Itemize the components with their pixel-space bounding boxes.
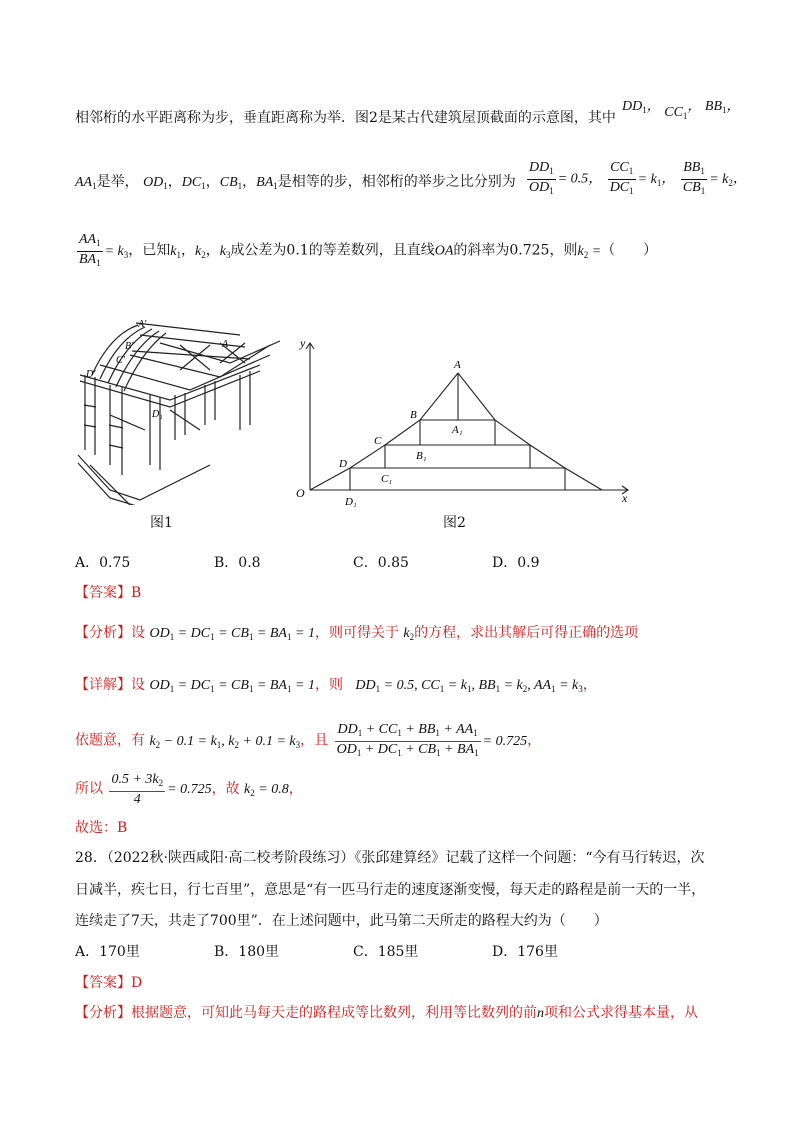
p28-option-c: C．185里 [353, 944, 419, 960]
p28-line2: 日减半，疾七日，行七百里”，意思是“有一匹马行走的速度逐渐变慢，每天走的路程是前一天的一半， [75, 882, 706, 898]
p27-analysis: 【分析】设 $OD_1 = DC_1 = CB_1 = BA_1 = 1$，则可得关于 $k_2$的方程，求出其解后可得正确的选项 [75, 625, 639, 642]
p27-option-a: A．0.75 [75, 555, 131, 571]
p28-option-b: B．180里 [214, 944, 280, 960]
p28-option-d: D．176里 [492, 944, 558, 960]
p27-option-c: C．0.85 [353, 555, 409, 571]
fig2-label-D: D [339, 458, 347, 470]
p27-answer: 【答案】B [75, 585, 142, 601]
fig1-label-B-prime: B' [125, 341, 134, 352]
p27-ratio-fractions: $\frac{DD_1}{OD_1}$ = 0.5， $\frac{CC_1}{DC_1}$ = $k_1$， $\frac{BB_1}{CB_1}$ = $k_2$， [529, 160, 747, 196]
fig2-label-C: C [374, 435, 382, 447]
fig2-label-D1: D₁ [345, 496, 357, 508]
p28-analysis: 【分析】根据题意，可知此马每天走的路程成等比数列，利用等比数列的前n项和公式求得基本量，从 [75, 1005, 698, 1021]
p28-line1: 28．（2022秋·陕西咸阳·高二校考阶段练习）《张邱建算经》记载了这样一个问题：“今有马行转迟，次 [75, 850, 705, 866]
p27-choice: 故选：B [75, 820, 128, 836]
fig1-label-A-prime: A' [138, 319, 147, 330]
fig2-label-A: A [454, 359, 461, 371]
p27-suoyi: 所以 $\frac{0.5 + 3k_2}{4}$ = 0.725，故 $k_2 = 0.8$， [75, 772, 303, 807]
p27-line2: $AA_1$是举， $OD_1$，$DC_1$，$CB_1$，$BA_1$是相等的步，相邻桁的举步之比分别为 [75, 174, 516, 191]
p28-line3: 连续走了7天，共走了700里”．在上述问题中，此马第二天所走的路程大约为（ ） [75, 913, 608, 929]
figure-1-caption: 图1 [150, 515, 173, 531]
p27-line3: $\frac{AA_1}{BA_1}$ = $k_3$，已知$k_1$，$k_2$，$k_3$成公差为0.1的等差数列，且直线OA的斜率为0.725，则$k_2$ =（ ） [79, 232, 658, 268]
p28-answer: 【答案】D [75, 975, 143, 991]
p27-option-b: B．0.8 [214, 555, 261, 571]
p27-line1-math: $DD_1$， $CC_1$， $BB_1$， [622, 99, 741, 121]
fig2-label-B: B [410, 409, 417, 421]
fig2-label-A1: A₁ [452, 424, 463, 436]
fig1-label-D-prime: D' [86, 369, 96, 380]
p27-option-d: D．0.9 [492, 555, 540, 571]
fig1-label-A: A [222, 339, 229, 350]
figure-1-roof-structure [70, 315, 285, 505]
fig2-label-C1: C₁ [381, 473, 393, 485]
fig1-label-C-prime: C' [116, 355, 125, 366]
figure-2-caption: 图2 [443, 515, 466, 531]
figure-2-roof-cross-section [290, 335, 640, 510]
p28-option-a: A．170里 [75, 944, 140, 960]
p27-detail: 【详解】设 $OD_1 = DC_1 = CB_1 = BA_1 = 1$，则 $DD_1 = 0.5$, $CC_1 = k_1$, $BB_1 = k_2$, $AA_1 = k_3$， [75, 677, 597, 694]
fig2-label-B1: B₁ [416, 450, 427, 462]
p27-yiti: 依题意，有 $k_2 - 0.1 = k_1$, $k_2 + 0.1 = k_3$，且 $\frac{DD_1 + CC_1 + BB_1 + AA_1}{OD_1 + DC_1 + CB_1 + BA_1}$ = 0.725， [75, 722, 542, 758]
fig1-label-D1: D₁ [152, 409, 163, 420]
fig2-axis-x: x [622, 491, 628, 505]
fig2-axis-y: y [300, 336, 306, 350]
p27-line1: 相邻桁的水平距离称为步，垂直距离称为举．图2是某古代建筑屋顶截面的示意图，其中 [75, 110, 616, 126]
fig2-label-O: O [296, 486, 305, 500]
